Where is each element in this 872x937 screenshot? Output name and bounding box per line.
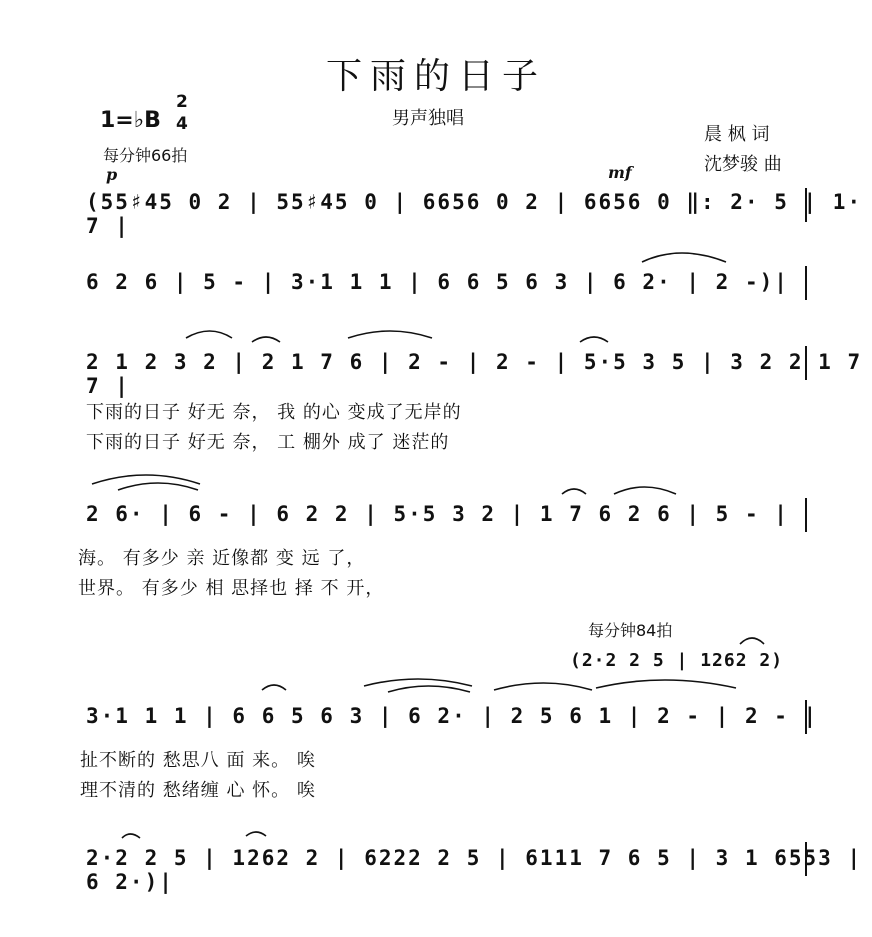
tie-arc — [186, 331, 232, 338]
intro-phrase: (2·2 2 5 | 1262 2) — [570, 650, 784, 671]
tie-arc — [262, 685, 286, 690]
key-signature: 1=♭B — [100, 108, 161, 133]
tie-arc — [118, 483, 198, 490]
tie-arc — [252, 337, 280, 342]
tie-arc — [364, 679, 472, 686]
tie-arc — [740, 638, 764, 644]
tie-arc — [580, 337, 608, 342]
lyric-row-3-verse-1: 下雨的日子 好无 奈， 我 的心 变成了无岸的 — [86, 402, 462, 423]
composer: 沈梦骏 曲 — [704, 154, 782, 175]
dynamic-mf: mf — [608, 163, 632, 182]
lyricist: 晨 枫 词 — [704, 124, 770, 145]
notation-row-3: 2 1 2 3 2 | 2 1 7 6 | 2 - | 2 - | 5·5 3 5 | 3 2 2 1 7 7 | — [86, 350, 863, 398]
time-sig-bottom: 4 — [176, 114, 188, 134]
lyric-row-5-verse-1: 扯不断的 愁思八 面 来。 唉 — [80, 750, 316, 771]
tempo-marking: 每分钟66拍 — [103, 146, 188, 165]
notation-row-1: (55♯45 0 2 | 55♯45 0 | 6656 0 2 | 6656 0 ‖: 2· 5 | 1· 7 | — [86, 190, 863, 238]
tie-arc — [348, 331, 432, 338]
lyric-row-3-verse-2: 下雨的日子 好无 奈， 工 棚外 成了 迷茫的 — [86, 432, 450, 453]
page-title: 下雨的日子 — [325, 56, 546, 97]
lyric-row-4-verse-2: 世界。 有多少 相 思择也 择 不 开， — [78, 578, 385, 599]
dynamic-p: p — [106, 165, 118, 184]
tie-arc — [614, 487, 676, 494]
notation-row-4: 2 6· | 6 - | 6 2 2 | 5·5 3 2 | 1 7 6 2 6 | 5 - | — [86, 502, 789, 526]
notation-row-2: 6 2 6 | 5 - | 3·1 1 1 | 6 6 5 6 3 | 6 2· | 2 -)| — [86, 270, 789, 294]
tie-arc — [388, 686, 470, 692]
tempo-marking-2: 每分钟84拍 — [588, 621, 673, 640]
tie-arc — [562, 489, 586, 494]
tie-arc — [494, 683, 592, 690]
tie-arc — [596, 680, 736, 688]
time-sig-top: 2 — [176, 92, 188, 112]
lyric-row-5-verse-2: 理不清的 愁绪缠 心 怀。 唉 — [80, 780, 316, 801]
tie-arc — [92, 475, 200, 484]
tie-arc — [642, 253, 726, 262]
notation-row-5: 3·1 1 1 | 6 6 5 6 3 | 6 2· | 2 5 6 1 | 2 - | 2 - | — [86, 704, 819, 728]
tie-arc — [246, 832, 266, 836]
lyric-row-4-verse-1: 海。 有多少 亲 近像都 变 远 了， — [78, 548, 366, 569]
notation-row-6: 2·2 2 5 | 1262 2 | 6222 2 5 | 6111 7 6 5 | 3 1 6553 | 6 2·)| — [86, 846, 863, 894]
subtitle: 男声独唱 — [392, 108, 464, 129]
tie-arc — [122, 834, 140, 838]
